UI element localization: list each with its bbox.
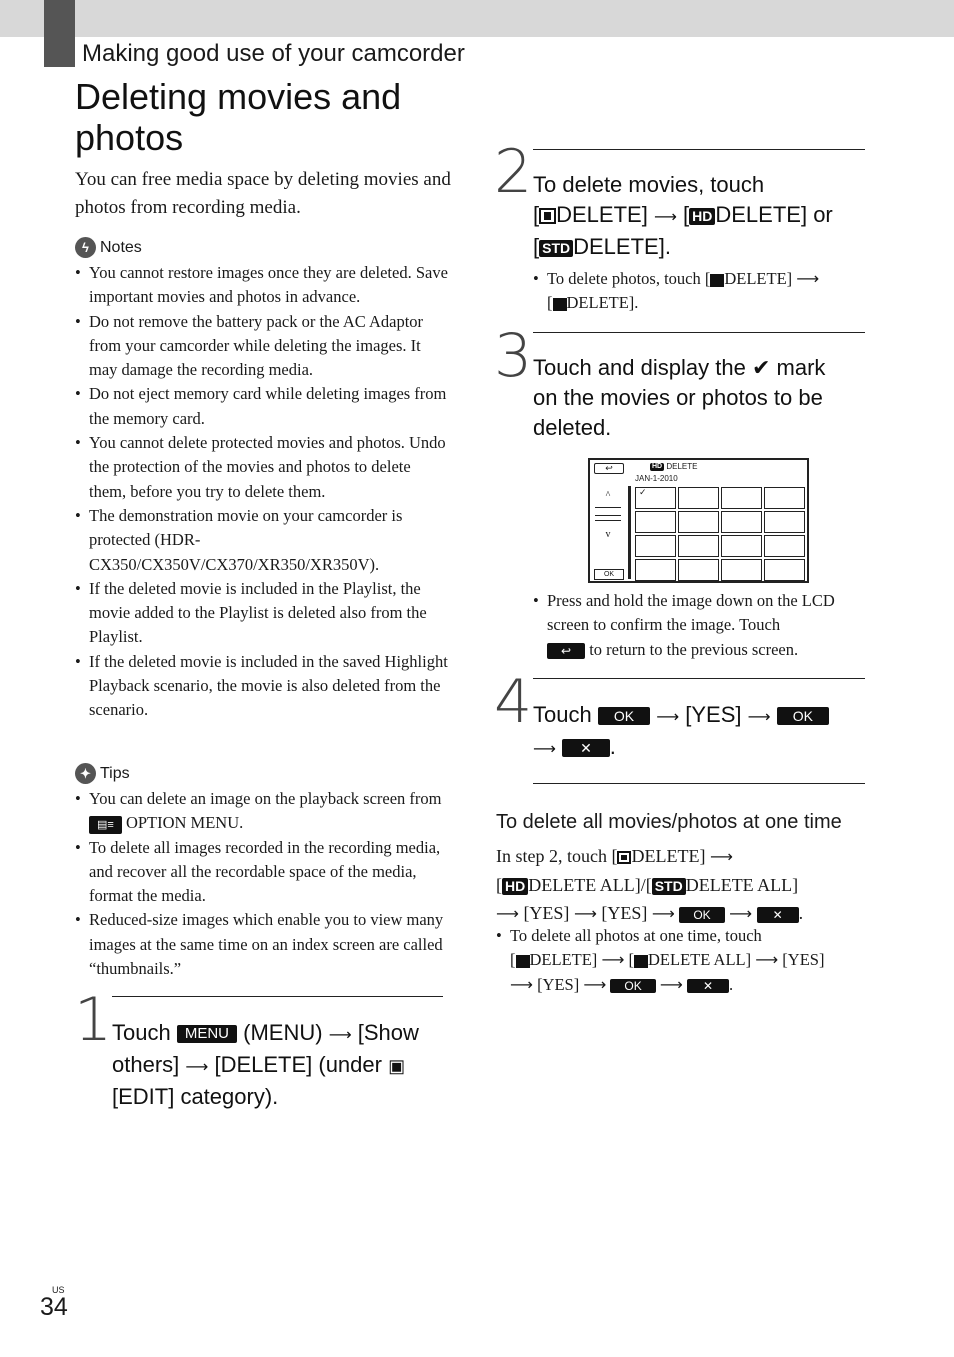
notes-list bbox=[75, 261, 450, 723]
arrow-right-icon: ⟶ bbox=[328, 1025, 352, 1044]
step2-text: To delete movies, touch [ DELETE] ⟶ [ HD DELETE] or [ STD DELETE]. bbox=[533, 172, 833, 259]
thumbnail[interactable] bbox=[678, 487, 719, 509]
arrow-right-icon: ⟶ bbox=[185, 1057, 209, 1076]
thumbnail-grid bbox=[635, 487, 805, 581]
step2-notes bbox=[533, 267, 863, 316]
hd-icon: HD bbox=[652, 462, 663, 470]
step-divider bbox=[533, 332, 865, 333]
step-number: 4 bbox=[494, 667, 533, 737]
list-item: • The demonstration movie on your camcorder is protected (HDR-CX350/CX350V/CX370/XR350/XR350V). bbox=[75, 504, 450, 577]
arrow-right-icon: ⟶ bbox=[601, 950, 625, 970]
lightbulb-icon: ✦ bbox=[75, 763, 96, 784]
ok-button[interactable]: OK bbox=[777, 707, 829, 725]
arrow-right-icon: ⟶ bbox=[651, 904, 675, 923]
list-item: • You cannot restore images once they are deleted. Save important movies and photos in advance. bbox=[75, 261, 450, 310]
arrow-right-icon: ⟶ bbox=[496, 904, 519, 923]
notes-label: Notes bbox=[100, 238, 142, 256]
back-button[interactable]: ↩ bbox=[594, 463, 624, 474]
arrow-right-icon: ⟶ bbox=[583, 974, 607, 994]
close-button[interactable]: ✕ bbox=[687, 979, 729, 993]
thumbnail[interactable] bbox=[635, 511, 676, 533]
page-title: Deleting movies and photos bbox=[75, 76, 402, 158]
screen-date: JAN-1-2010 bbox=[635, 474, 678, 483]
thumbnail[interactable] bbox=[764, 559, 805, 581]
delete-all-notes bbox=[496, 924, 858, 997]
thumbnail[interactable] bbox=[764, 487, 805, 509]
list-item: • If the deleted movie is included in the saved Highlight Playback scenario, the movie is also deleted from the scenario. bbox=[75, 650, 450, 723]
thumbnail[interactable] bbox=[764, 511, 805, 533]
region-label: US bbox=[52, 1285, 65, 1295]
arrow-right-icon: ⟶ bbox=[659, 974, 683, 994]
arrow-right-icon: ⟶ bbox=[510, 974, 533, 994]
tips-list bbox=[75, 787, 450, 981]
check-mark-icon: ✔ bbox=[751, 355, 771, 380]
thumbnail[interactable] bbox=[635, 535, 676, 557]
top-bar bbox=[0, 0, 954, 37]
arrow-right-icon: ⟶ bbox=[709, 847, 733, 866]
thumbnail[interactable]: ✓ bbox=[635, 487, 676, 509]
notes-icon: ϟ bbox=[75, 237, 96, 258]
list-item: • Reduced-size images which enable you to view many images at the same time on an index screen are called “thumbnails.” bbox=[75, 908, 450, 981]
photo-icon bbox=[553, 298, 567, 311]
page-number: 34 bbox=[40, 1293, 68, 1321]
step3-notes bbox=[533, 589, 863, 662]
step1-text: Touch MENU (MENU) ⟶ [Show others] ⟶ [DELETE] (under ▣ [EDIT] category). bbox=[112, 1020, 419, 1109]
section-divider bbox=[533, 783, 865, 784]
photo-icon bbox=[516, 955, 530, 968]
list-item: • You cannot delete protected movies and photos. Undo the protection of the movies and photos to delete them, before you try to delete them. bbox=[75, 431, 450, 504]
lcd-screen-illustration bbox=[588, 458, 809, 583]
tips-label: Tips bbox=[100, 764, 130, 782]
list-item: • You can delete an image on the playback screen from ▤≡ OPTION MENU. bbox=[75, 787, 450, 836]
thumbnail[interactable] bbox=[635, 559, 676, 581]
list-item: • To delete all photos at one time, touch [ DELETE] ⟶ [ DELETE ALL] ⟶ [YES] ⟶ [YES] ⟶ OK ⟶ ✕ . bbox=[496, 924, 858, 997]
thumbnail[interactable] bbox=[721, 559, 762, 581]
edit-category-icon: ▣ bbox=[388, 1056, 406, 1076]
list-item: • To delete all images recorded in the recording media, and recover all the recordable space of the media, format the media. bbox=[75, 836, 450, 909]
close-button[interactable]: ✕ bbox=[757, 907, 799, 923]
hd-icon: HD bbox=[502, 878, 528, 895]
std-icon: STD bbox=[539, 240, 573, 257]
thumbnail[interactable] bbox=[721, 535, 762, 557]
scroll-controls bbox=[593, 486, 623, 580]
delete-all-heading: To delete all movies/photos at one time bbox=[496, 811, 842, 833]
arrow-right-icon: ⟶ bbox=[573, 904, 597, 923]
arrow-right-icon: ⟶ bbox=[755, 950, 779, 970]
list-view-icon[interactable] bbox=[595, 507, 621, 516]
scrollbar[interactable] bbox=[628, 486, 631, 579]
photo-icon bbox=[710, 274, 724, 287]
step-divider bbox=[533, 149, 865, 150]
std-icon: STD bbox=[652, 878, 686, 895]
thumbnail[interactable] bbox=[678, 535, 719, 557]
scroll-up-icon[interactable]: ^ bbox=[605, 490, 611, 501]
arrow-right-icon: ⟶ bbox=[747, 707, 771, 726]
step-number: 3 bbox=[494, 321, 533, 391]
ok-button[interactable]: OK bbox=[610, 979, 655, 993]
step-number: 1 bbox=[74, 985, 113, 1055]
step-number: 2 bbox=[494, 137, 533, 207]
arrow-right-icon: ⟶ bbox=[729, 904, 753, 923]
close-button[interactable]: ✕ bbox=[562, 739, 610, 757]
movie-icon bbox=[617, 851, 631, 864]
thumbnail[interactable] bbox=[721, 511, 762, 533]
ok-button[interactable]: OK bbox=[594, 569, 624, 580]
movie-icon bbox=[539, 208, 556, 224]
list-item: • To delete photos, touch [ DELETE] ⟶ [ DELETE]. bbox=[533, 267, 863, 316]
arrow-right-icon: ⟶ bbox=[653, 207, 677, 226]
section-title: Making good use of your camcorder bbox=[82, 40, 465, 67]
step3-text: Touch and display the ✔ mark on the movies or photos to be deleted. bbox=[533, 355, 826, 440]
screen-header: HD DELETE bbox=[652, 462, 698, 471]
thumbnail[interactable] bbox=[678, 559, 719, 581]
thumbnail[interactable] bbox=[764, 535, 805, 557]
step-divider bbox=[533, 678, 865, 679]
intro-text: You can free media space by deleting movies and photos from recording media. bbox=[75, 169, 451, 218]
tips-heading bbox=[75, 763, 130, 784]
ok-button[interactable]: OK bbox=[679, 907, 724, 923]
arrow-right-icon: ⟶ bbox=[533, 739, 556, 758]
section-tab bbox=[44, 0, 75, 67]
arrow-right-icon: ⟶ bbox=[656, 707, 680, 726]
list-item: • Do not remove the battery pack or the AC Adaptor from your camcorder while deleting the images. It may damage the recording media. bbox=[75, 310, 450, 383]
hd-icon: HD bbox=[689, 208, 715, 225]
notes-heading bbox=[75, 237, 142, 258]
list-item: • Press and hold the image down on the LCD screen to confirm the image. Touch ↩ to return to the previous screen. bbox=[533, 589, 863, 662]
step4-text: Touch OK ⟶ [YES] ⟶ OK ⟶ ✕ . bbox=[533, 700, 853, 764]
thumbnail[interactable] bbox=[721, 487, 762, 509]
thumbnail[interactable] bbox=[678, 511, 719, 533]
ok-button[interactable]: OK bbox=[598, 707, 650, 725]
step-divider bbox=[112, 996, 443, 997]
list-item: • Do not eject memory card while deleting images from the memory card. bbox=[75, 382, 450, 431]
delete-all-text: In step 2, touch [ DELETE] ⟶ [ HD DELETE ALL]/[ STD DELETE ALL] ⟶ [YES] ⟶ [YES] ⟶ OK ⟶ ✕ . bbox=[496, 846, 804, 923]
photo-icon bbox=[634, 955, 648, 968]
menu-button[interactable]: MENU bbox=[177, 1025, 237, 1043]
option-menu-icon: ▤≡ bbox=[89, 816, 122, 834]
list-item: • If the deleted movie is included in the Playlist, the movie added to the Playlist is deleted also from the Playlist. bbox=[75, 577, 450, 650]
scroll-down-icon[interactable]: v bbox=[605, 529, 611, 540]
arrow-right-icon: ⟶ bbox=[796, 269, 820, 288]
back-button[interactable]: ↩ bbox=[547, 643, 585, 659]
